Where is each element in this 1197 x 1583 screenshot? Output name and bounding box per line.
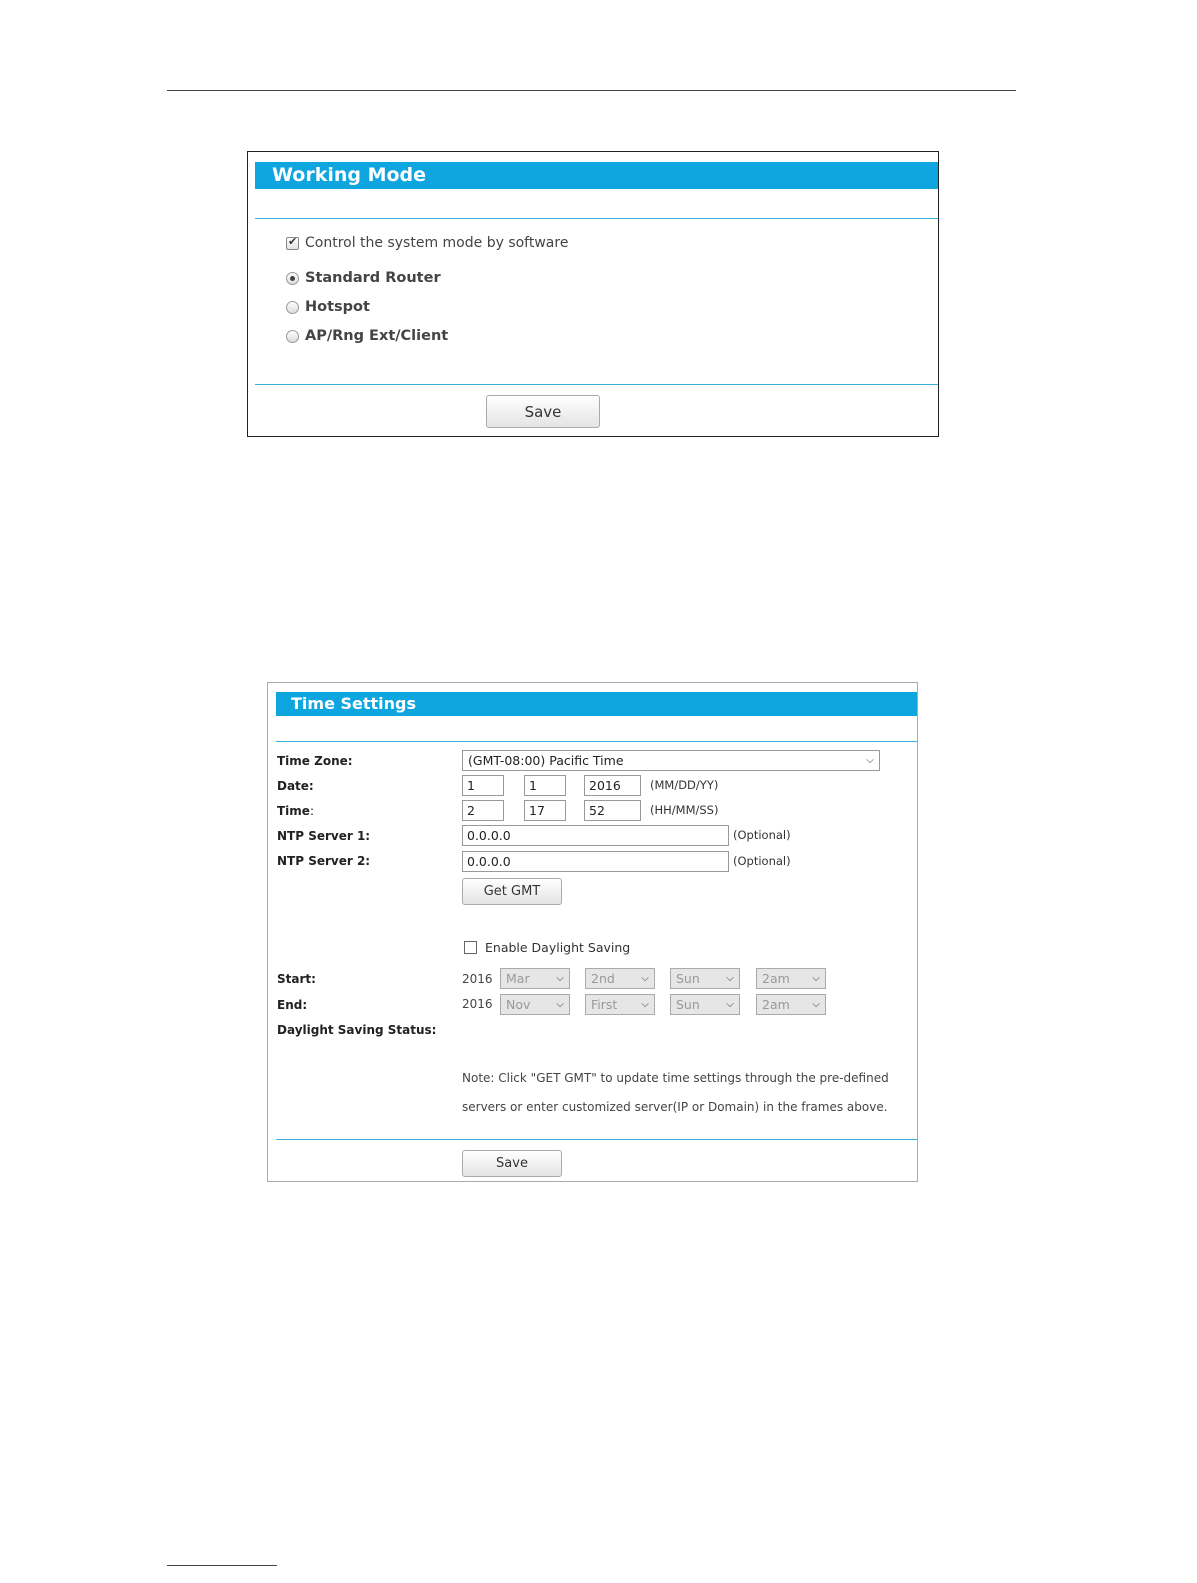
date-format-hint: (MM/DD/YY) (650, 778, 719, 792)
ntp-server-2-hint: (Optional) (733, 854, 791, 868)
working-mode-save-button[interactable]: Save (486, 395, 600, 428)
chevron-down-icon: ⌵ (812, 998, 820, 1010)
note-line-1: Note: Click "GET GMT" to update time settings through the pre-defined (462, 1071, 889, 1085)
page-header-rule (167, 90, 1016, 91)
time-format-hint: (HH/MM/SS) (650, 803, 719, 817)
control-by-software-checkbox[interactable] (286, 237, 299, 250)
time-settings-title-bar (276, 692, 917, 716)
note-line-2: servers or enter customized server(IP or Domain) in the frames above. (462, 1100, 888, 1114)
time-minute-input[interactable]: 17 (524, 800, 566, 821)
control-by-software-label: Control the system mode by software (305, 235, 569, 251)
time-label-text: Time (277, 804, 310, 818)
chevron-down-icon: ⌵ (556, 998, 564, 1010)
time-label (277, 804, 314, 818)
dst-start-label: Start: (277, 972, 316, 986)
dst-start-hour-value: 2am (762, 971, 790, 986)
time-zone-label: Time Zone: (277, 754, 353, 768)
time-hour-input[interactable]: 2 (462, 800, 504, 821)
dst-start-hour-select[interactable] (756, 968, 826, 989)
mode-option-hotspot[interactable] (286, 299, 370, 315)
time-settings-title: Time Settings (291, 694, 417, 713)
dst-start-year: 2016 (462, 972, 493, 986)
divider (276, 1139, 917, 1140)
ntp-server-1-input[interactable]: 0.0.0.0 (462, 825, 729, 846)
ntp-server-1-hint: (Optional) (733, 828, 791, 842)
chevron-down-icon: ⌵ (641, 998, 649, 1010)
enable-daylight-saving-label: Enable Daylight Saving (485, 940, 631, 955)
dst-start-week-select[interactable] (585, 968, 655, 989)
dst-end-month-select[interactable] (500, 994, 570, 1015)
working-mode-title: Working Mode (272, 164, 427, 186)
dst-end-label: End: (277, 998, 308, 1012)
date-day-input[interactable]: 1 (524, 775, 566, 796)
dst-end-hour-select[interactable] (756, 994, 826, 1015)
dst-end-hour-value: 2am (762, 997, 790, 1012)
dst-start-day-value: Sun (676, 971, 700, 986)
chevron-down-icon: ⌵ (812, 972, 820, 984)
time-second-input[interactable]: 52 (584, 800, 641, 821)
time-settings-panel (267, 682, 918, 1182)
ntp-server-2-label: NTP Server 2: (277, 854, 371, 868)
control-by-software-row (286, 235, 568, 251)
dst-start-month-value: Mar (506, 971, 530, 986)
chevron-down-icon: ⌵ (641, 972, 649, 984)
standard-router-radio[interactable] (286, 272, 299, 285)
dst-end-day-value: Sun (676, 997, 700, 1012)
daylight-saving-row (464, 940, 630, 955)
date-month-input[interactable]: 1 (462, 775, 504, 796)
get-gmt-button[interactable]: Get GMT (462, 878, 562, 905)
dst-start-day-select[interactable] (670, 968, 740, 989)
daylight-saving-status-label: Daylight Saving Status: (277, 1023, 437, 1037)
ntp-server-2-input[interactable]: 0.0.0.0 (462, 851, 729, 872)
chevron-down-icon: ⌵ (866, 754, 874, 766)
enable-daylight-saving-checkbox[interactable] (464, 941, 477, 954)
working-mode-title-bar (255, 162, 938, 189)
mode-option-standard-router[interactable] (286, 270, 441, 286)
standard-router-label: Standard Router (305, 270, 441, 286)
divider (276, 741, 917, 742)
date-label: Date: (277, 779, 314, 793)
divider (255, 218, 938, 219)
time-settings-save-button[interactable]: Save (462, 1150, 562, 1177)
mode-option-ap-client[interactable] (286, 328, 448, 344)
dst-end-week-select[interactable] (585, 994, 655, 1015)
dst-end-month-value: Nov (506, 997, 531, 1012)
time-label-colon: : (309, 804, 314, 818)
hotspot-radio[interactable] (286, 301, 299, 314)
dst-end-day-select[interactable] (670, 994, 740, 1015)
dst-start-month-select[interactable] (500, 968, 570, 989)
chevron-down-icon: ⌵ (556, 972, 564, 984)
dst-end-year: 2016 (462, 997, 493, 1011)
ntp-server-1-label: NTP Server 1: (277, 829, 371, 843)
hotspot-label: Hotspot (305, 299, 370, 315)
divider (255, 384, 938, 385)
dst-end-week-value: First (591, 997, 618, 1012)
chevron-down-icon: ⌵ (726, 972, 734, 984)
working-mode-panel (247, 151, 939, 437)
time-zone-select[interactable] (462, 750, 880, 771)
date-year-input[interactable]: 2016 (584, 775, 641, 796)
time-zone-value: (GMT-08:00) Pacific Time (468, 753, 624, 768)
chevron-down-icon: ⌵ (726, 998, 734, 1010)
page-footer-rule (167, 1565, 277, 1566)
ap-client-label: AP/Rng Ext/Client (305, 328, 449, 344)
ap-client-radio[interactable] (286, 330, 299, 343)
dst-start-week-value: 2nd (591, 971, 615, 986)
